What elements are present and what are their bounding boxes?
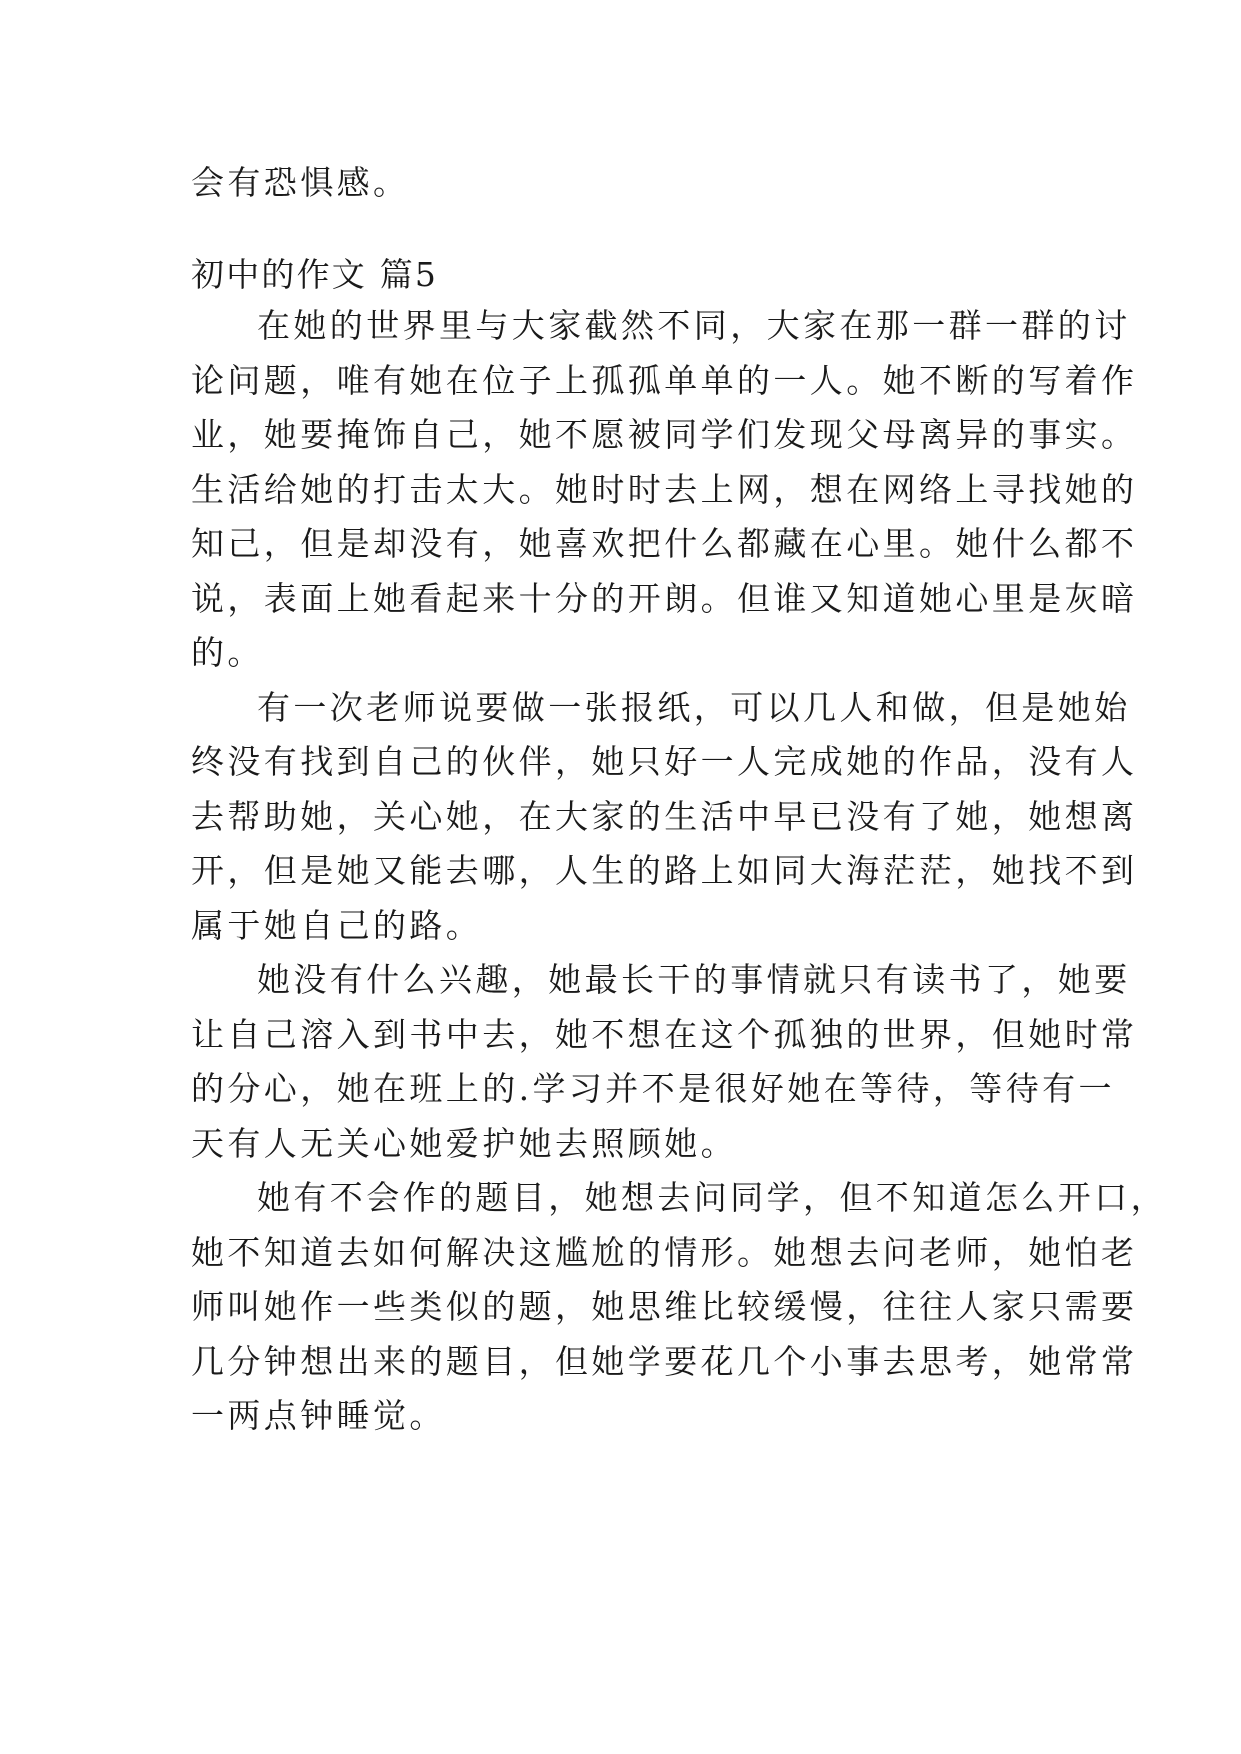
paragraph-line: 业，她要掩饰自己，她不愿被同学们发现父母离异的事实。 <box>191 415 1138 454</box>
paragraph-line: 知己，但是却没有，她喜欢把什么都藏在心里。她什么都不 <box>191 524 1138 563</box>
paragraph-line: 的。 <box>191 633 264 672</box>
paragraph-line: 的分心，她在班上的.学习并不是很好她在等待，等待有一 <box>191 1069 1115 1108</box>
paragraph-line: 有一次老师说要做一张报纸，可以几人和做，但是她始 <box>257 688 1131 727</box>
paragraph-line: 一两点钟睡觉。 <box>191 1396 446 1435</box>
paragraph-line: 论问题，唯有她在位子上孤孤单单的一人。她不断的写着作 <box>191 361 1138 400</box>
paragraph-line: 让自己溶入到书中去，她不想在这个孤独的世界，但她时常 <box>191 1015 1138 1054</box>
paragraph-line: 去帮助她，关心她，在大家的生活中早已没有了她，她想离 <box>191 797 1138 836</box>
paragraph-line: 她不知道去如何解决这尴尬的情形。她想去问老师，她怕老 <box>191 1233 1138 1272</box>
paragraph-line: 师叫她作一些类似的题，她思维比较缓慢，往往人家只需要 <box>191 1287 1138 1326</box>
paragraph-line: 天有人无关心她爱护她去照顾她。 <box>191 1124 737 1163</box>
paragraph-line: 她有不会作的题目，她想去问同学，但不知道怎么开口， <box>257 1178 1167 1217</box>
paragraph-line: 终没有找到自己的伙伴，她只好一人完成她的作品，没有人 <box>191 742 1138 781</box>
paragraph-line: 开，但是她又能去哪，人生的路上如同大海茫茫，她找不到 <box>191 851 1138 890</box>
paragraph-line: 她没有什么兴趣，她最长干的事情就只有读书了，她要 <box>257 960 1131 999</box>
paragraph-line: 生活给她的打击太大。她时时去上网，想在网络上寻找她的 <box>191 470 1138 509</box>
section-heading: 初中的作文 篇5 <box>191 255 439 294</box>
paragraph-line: 属于她自己的路。 <box>191 906 483 945</box>
text-line: 会有恐惧感。 <box>191 163 410 202</box>
paragraph-line: 几分钟想出来的题目，但她学要花几个小事去思考，她常常 <box>191 1342 1138 1381</box>
paragraph-line: 说，表面上她看起来十分的开朗。但谁又知道她心里是灰暗 <box>191 579 1138 618</box>
paragraph-line: 在她的世界里与大家截然不同，大家在那一群一群的讨 <box>257 306 1131 345</box>
